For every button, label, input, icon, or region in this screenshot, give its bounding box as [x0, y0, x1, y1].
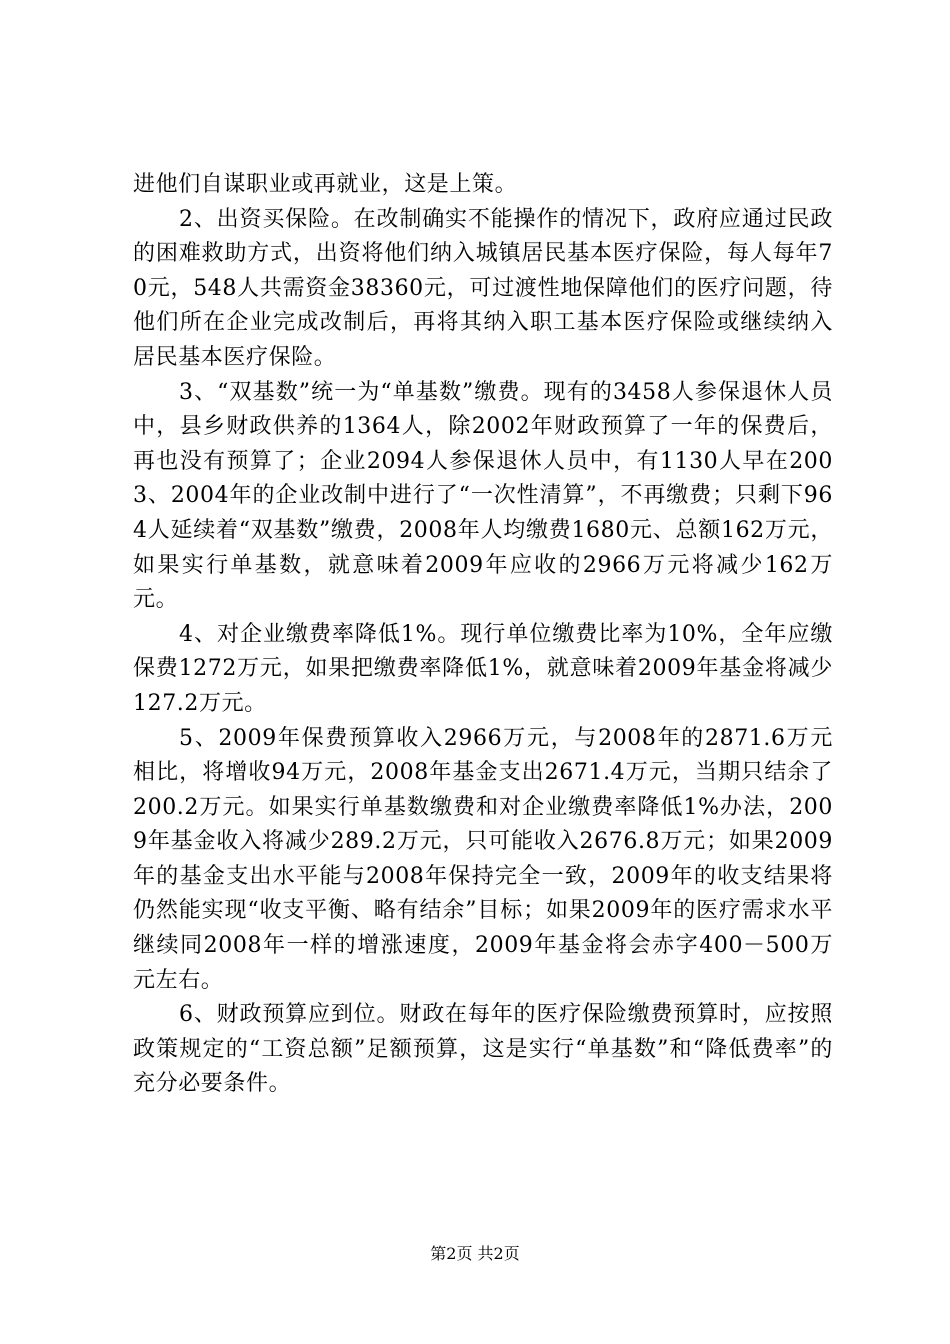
- paragraph-item-3: 3、“双基数”统一为“单基数”缴费。现有的3458人参保退休人员中，县乡财政供养的1364人，除2002年财政预算了一年的保费后，再也没有预算了；企业2094人参保退休人员中，有1130人早在2003、2004年的企业改制中进行了“一次性清算”，不再缴费；只剩下964人延续着“双基数”缴费，2008年人均缴费1680元、总额162万元，如果实行单基数，就意味着2009年应收的2966万元将减少162万元。: [133, 379, 833, 613]
- paragraph-item-2: 2、出资买保险。在改制确实不能操作的情况下，政府应通过民政的困难救助方式，出资将他们纳入城镇居民基本医疗保险，每人每年70元，548人共需资金38360元，可过渡性地保障他们的医疗问题，待他们所在企业完成改制后，再将其纳入职工基本医疗保险或继续纳入居民基本医疗保险。: [133, 206, 833, 370]
- paragraph-item-6: 6、财政预算应到位。财政在每年的医疗保险缴费预算时，应按照政策规定的“工资总额”足额预算，这是实行“单基数”和“降低费率”的充分必要条件。: [133, 1002, 833, 1097]
- page-number-footer: 第2页 共2页: [430, 1244, 520, 1263]
- paragraph-item-5: 5、2009年保费预算收入2966万元，与2008年的2871.6万元相比，将增收94万元，2008年基金支出2671.4万元，当期只结余了200.2万元。如果实行单基数缴费和对企业缴费率降低1%办法，2009年基金收入将减少289.2万元，只可能收入2676.8万元；如果2009年的基金支出水平能与2008年保持完全一致，2009年的收支结果将仍然能实现“收支平衡、略有结余”目标；如果2009年的医疗需求水平继续同2008年一样的增涨速度，2009年基金将会赤字400－500万元左右。: [133, 725, 833, 993]
- paragraph-item-4: 4、对企业缴费率降低1%。现行单位缴费比率为10%，全年应缴保费1272万元，如果把缴费率降低1%，就意味着2009年基金将减少127.2万元。: [133, 621, 833, 716]
- document-body: [133, 168, 833, 1102]
- paragraph-continuation: 进他们自谋职业或再就业，这是上策。: [133, 172, 518, 197]
